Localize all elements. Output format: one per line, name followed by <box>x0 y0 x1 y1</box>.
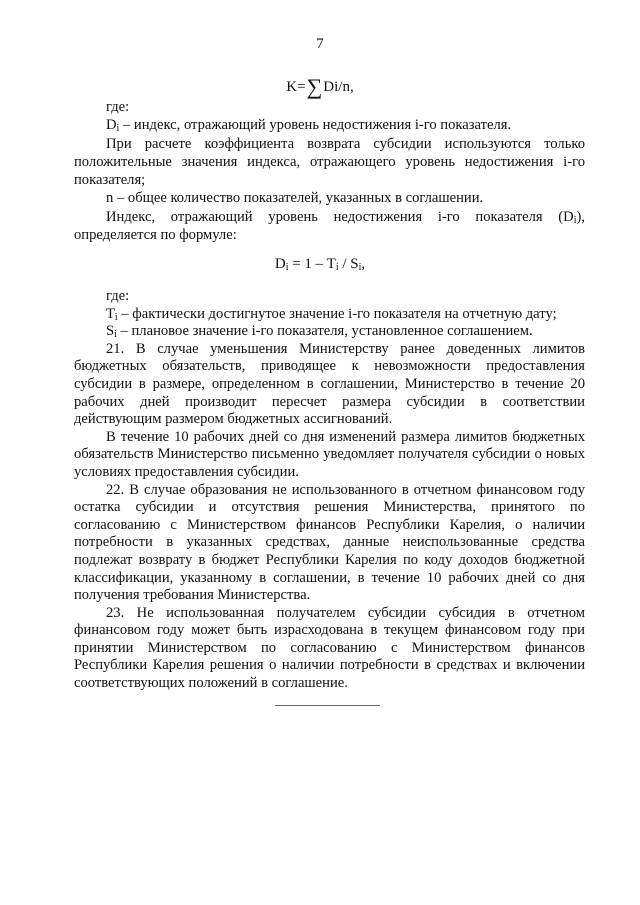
definition-ti <box>74 306 585 324</box>
definition-si-text: – плановое значение i-го показателя, установленное соглашением. <box>116 323 533 340</box>
paragraph-calc: При расчете коэффициента возврата субсидии используются только положительные значения индекса, отражающего уровень недостижения i-го показателя; <box>74 135 585 189</box>
where-label-2: где: <box>106 288 130 304</box>
definition-n: n – общее количество показателей, указанных в соглашении. <box>106 190 484 207</box>
text-block-main <box>74 288 585 693</box>
paragraph-23: 23. Не использованная получателем субсидии субсидия в отчетном финансовом году может быть израсходована в текущем финансовом году при принятии Министерством по согласованию с Министерством финансов Республики Карелия решения о наличии потребности в средствах и включении соответствующих положений в соглашение. <box>74 604 585 692</box>
formula-k <box>0 76 640 98</box>
paragraph-22: 22. В случае образования не использованного в отчетном финансовом году остатка субсидии и отсутствия решения Министерства, принятого по согласованию с Министерством финансов Республики Карелия, о наличии потребности в указанных средствах, данные неиспользованные средства подлежат возврату в бюджет Республики Карелия по коду доходов бюджетной классификации, указанному в соглашении, в течение 10 рабочих дней со дня получения требования Министерства. <box>74 481 585 604</box>
symbol-s: S <box>106 323 115 340</box>
symbol-t: T <box>106 305 115 322</box>
subscript-i: i <box>358 262 362 273</box>
subscript-i: i <box>335 262 339 273</box>
formula-d-mid: = 1 – T <box>288 256 336 272</box>
definition-ti-text: – фактически достигнутое значение i-го показателя на отчетную дату; <box>117 305 557 322</box>
sum-symbol: ∑ <box>306 74 323 99</box>
formula-k-left: K= <box>286 79 306 95</box>
paragraph-21: 21. В случае уменьшения Министерству ранее доведенных лимитов бюджетных обязательств, приводящее к невозможности предоставления субсидии в размере, определенном в соглашении, Министерство в течение 20 рабочих дней производит пересчет размера субсидии в соответствии действующим размером бюджетных ассигнований. <box>74 340 585 428</box>
where-label-1: где: <box>106 99 130 115</box>
subscript-i: i <box>116 123 120 135</box>
page-number: 7 <box>316 36 324 52</box>
formula-d-mid2: / S <box>338 256 359 272</box>
definition-di-text: – индекс, отражающий уровень недостижения i-го показателя. <box>119 117 512 134</box>
formula-d <box>0 256 640 273</box>
subscript-i: i <box>114 311 118 323</box>
subscript-i: i <box>285 262 289 273</box>
formula-d-end: , <box>361 256 366 272</box>
formula-d-symbol: D <box>274 256 286 272</box>
definition-di <box>74 116 585 134</box>
text-block-definitions <box>74 98 585 244</box>
paragraph-index-text2: ), определяется по формуле: <box>74 208 585 244</box>
subscript-i: i <box>114 329 117 341</box>
formula-k-right: Di/n, <box>323 79 354 95</box>
subscript-i: i <box>573 214 577 226</box>
definition-si <box>74 323 585 341</box>
paragraph-index-text1: Индекс, отражающий уровень недостижения i-го показателя (D <box>106 208 574 225</box>
paragraph-index <box>74 208 585 245</box>
symbol-d: D <box>106 117 117 134</box>
end-divider <box>275 705 380 706</box>
paragraph-21b: В течение 10 рабочих дней со дня изменений размера лимитов бюджетных обязательств Министерство письменно уведомляет получателя субсидии о новых условиях предоставления субсидии. <box>74 428 585 480</box>
